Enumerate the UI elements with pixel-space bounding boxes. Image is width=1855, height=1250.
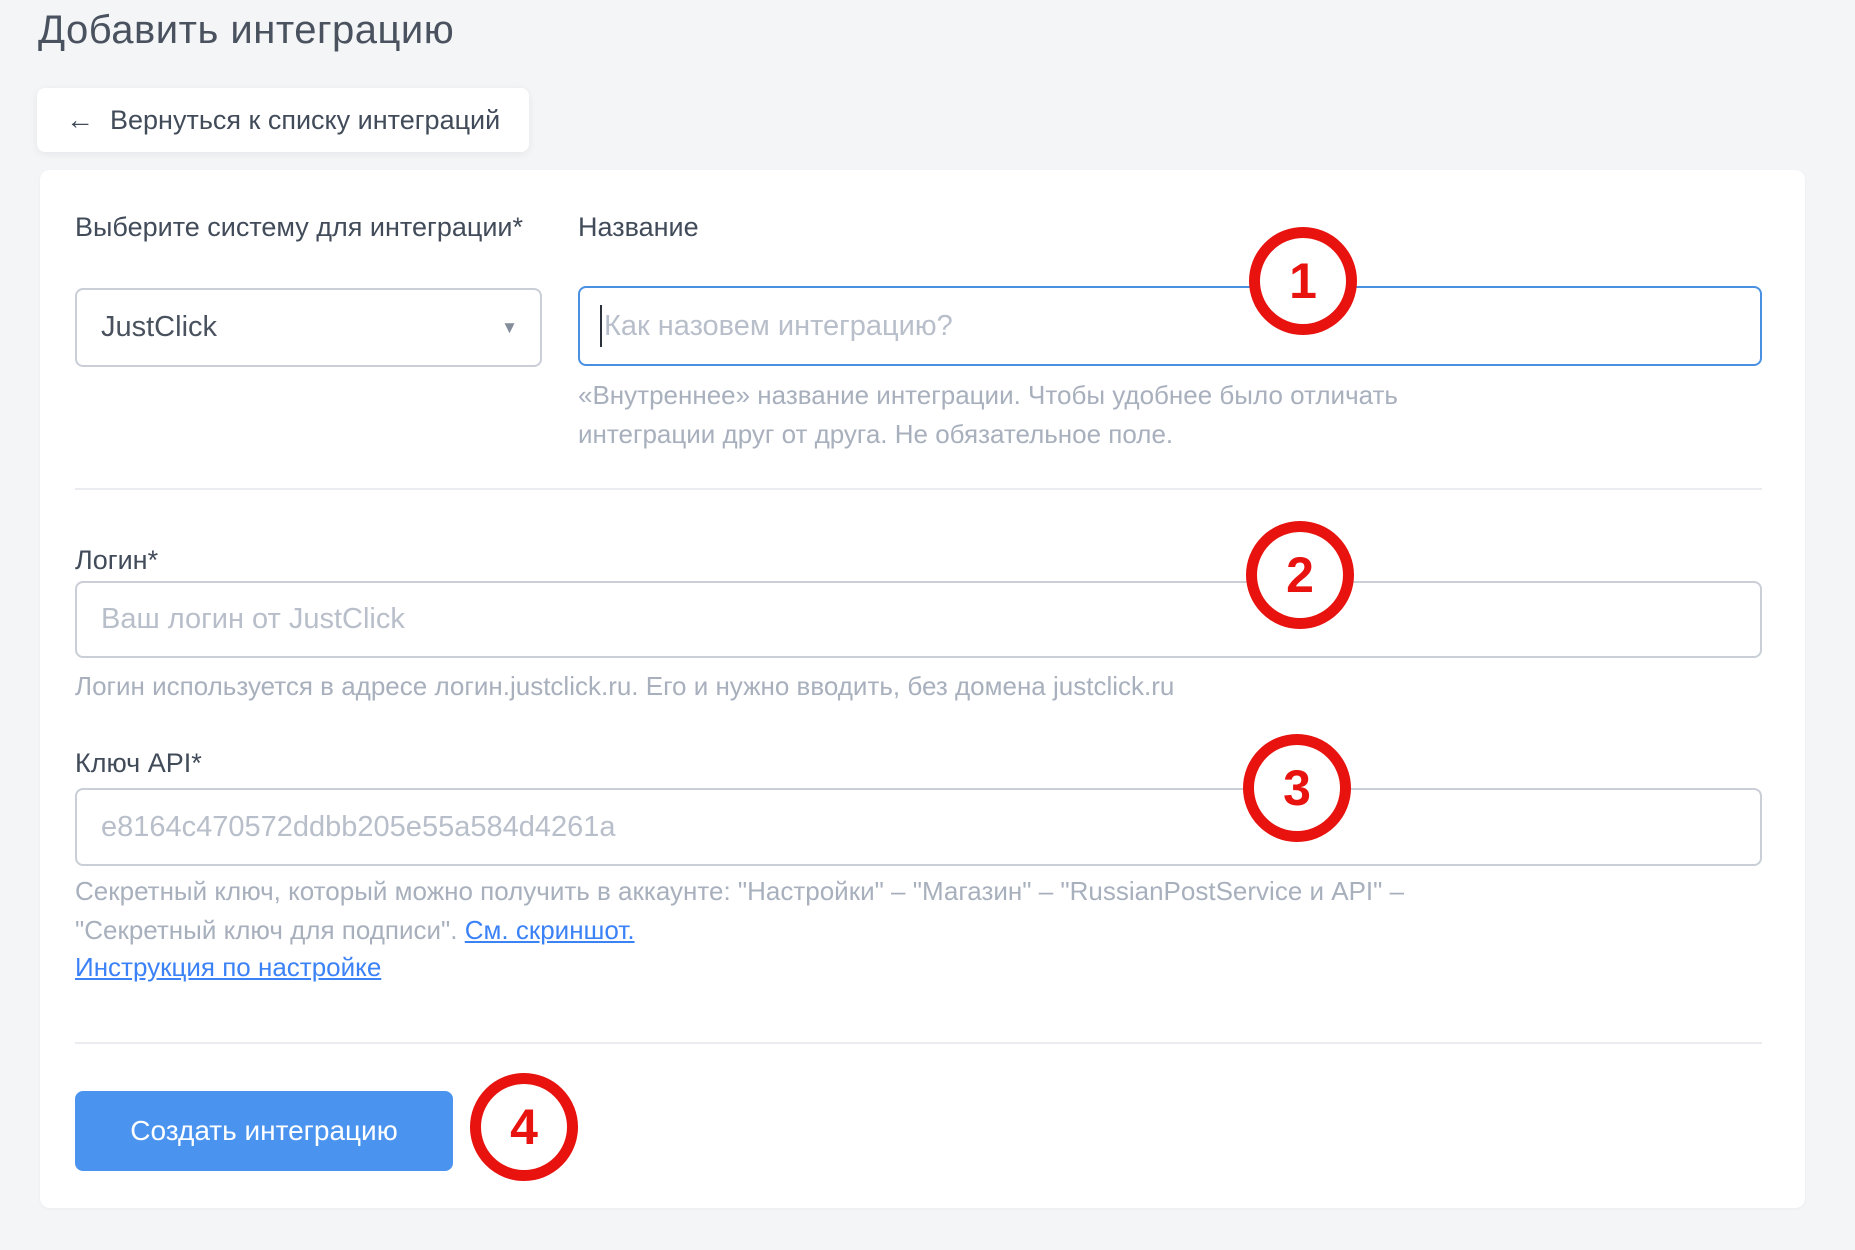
integration-form-card (40, 170, 1805, 1208)
chevron-down-icon: ▼ (501, 317, 518, 337)
api-key-field-label: Ключ API* (75, 748, 202, 778)
api-key-input[interactable] (75, 788, 1762, 866)
login-field-label: Логин* (75, 545, 159, 575)
login-input[interactable] (75, 581, 1762, 658)
left-arrow-icon: ← (66, 104, 94, 135)
annotation-circle-1: 1 (1249, 227, 1357, 335)
section-divider (75, 488, 1762, 490)
name-input[interactable] (578, 286, 1762, 366)
back-button-label: Вернуться к списку интеграций (110, 104, 501, 135)
create-integration-button[interactable]: Создать интеграцию (75, 1091, 453, 1171)
system-select-label: Выберите систему для интеграции* (75, 212, 524, 242)
login-help-text: Логин используется в адресе логин.justclick.ru. Его и нужно вводить, без домена justclick.ru (75, 671, 1175, 701)
annotation-circle-2: 2 (1246, 521, 1354, 629)
api-key-help-main: Секретный ключ, который можно получить в аккаунте: "Настройки" – "Магазин" – "RussianPostService и API" – "Секретный ключ для подписи". (75, 876, 1405, 945)
back-to-integrations-button[interactable] (37, 88, 529, 152)
annotation-circle-4: 4 (470, 1073, 578, 1181)
name-help-text: «Внутреннее» название интеграции. Чтобы удобнее было отличать интеграции друг от друга. Не обязательное поле. (578, 380, 1398, 449)
setup-instruction-link[interactable]: Инструкция по настройке (75, 952, 382, 982)
see-screenshot-link[interactable]: См. скриншот. (464, 915, 635, 945)
annotation-circle-3: 3 (1243, 734, 1351, 842)
page-title: Добавить интеграцию (38, 8, 455, 52)
system-select[interactable] (75, 288, 542, 367)
system-select-value: JustClick (101, 311, 218, 343)
section-divider (75, 1042, 1762, 1044)
api-key-help-text (75, 872, 1515, 950)
name-field-label: Название (578, 212, 699, 242)
